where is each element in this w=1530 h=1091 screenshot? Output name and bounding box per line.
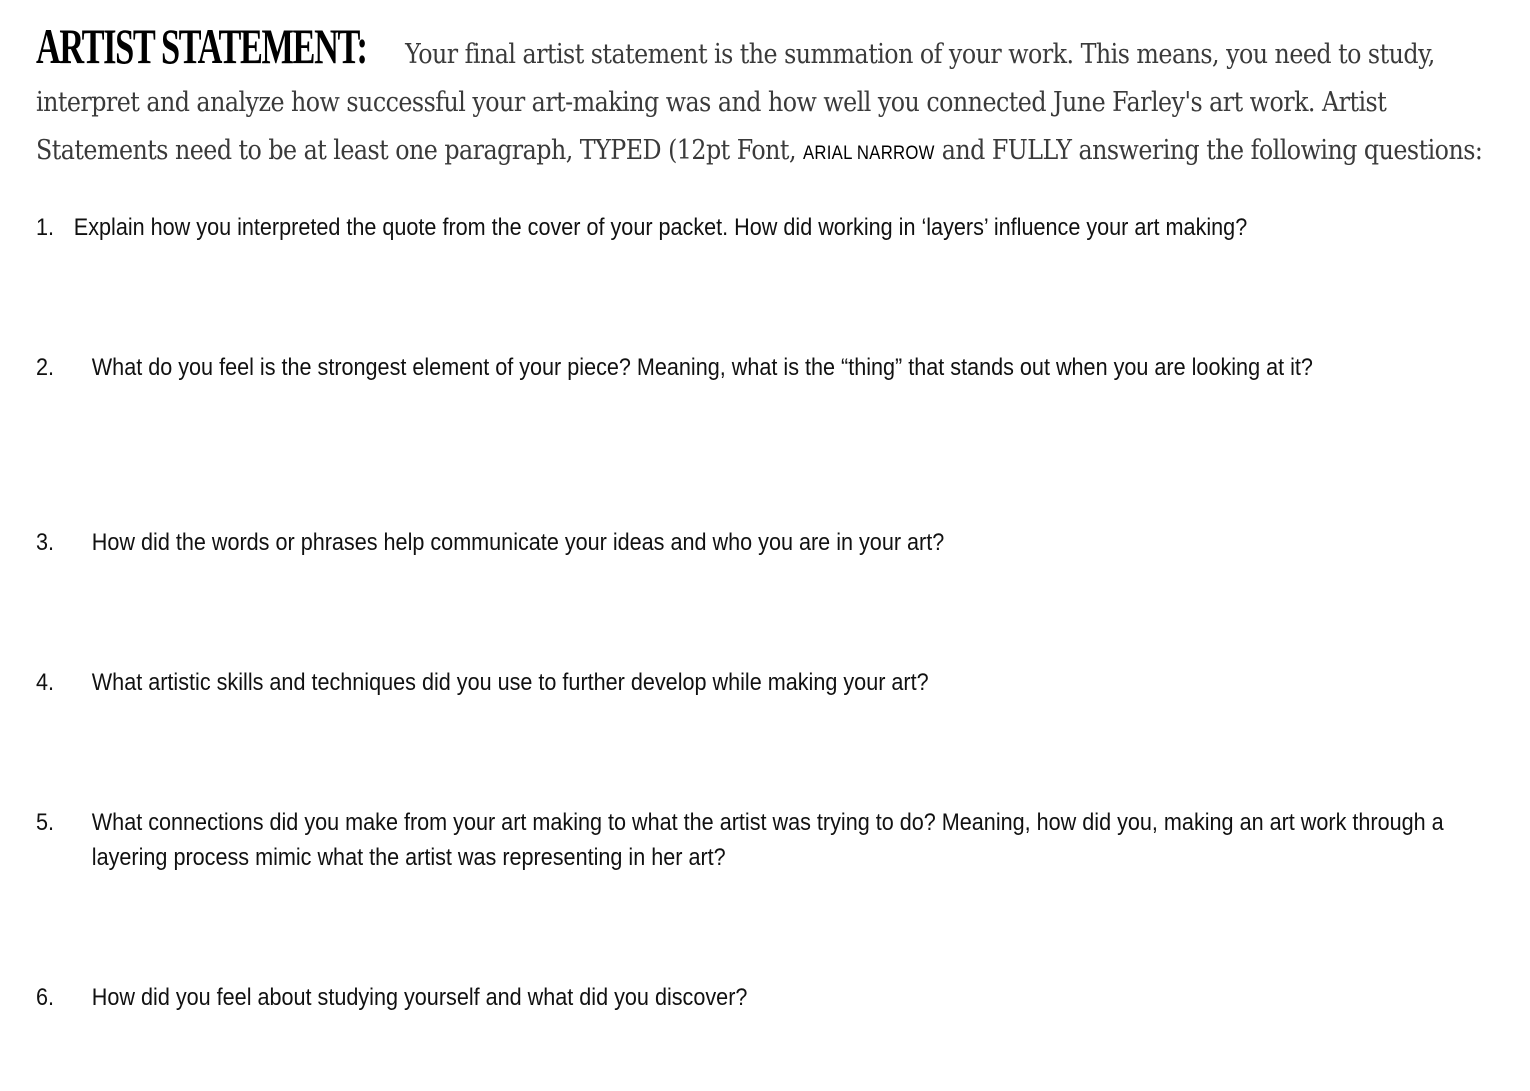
question-number: 3. (36, 529, 55, 556)
question-number: 1. (36, 214, 55, 241)
intro-text-before: Your final artist statement is the summation of your work. This means, you need to study, interpret and analyze how successful your art-making was and how well you connected June Farley's art work. Artist Statements need to be at least one paragraph, TYPED (12pt Font, (36, 39, 1435, 166)
question-number: 2. (36, 354, 55, 381)
intro-paragraph (36, 18, 1506, 178)
question-number: 5. (36, 809, 55, 836)
question-text: What do you feel is the strongest element of your piece? Meaning, what is the “thing” that stands out when you are looking at it? (91, 354, 1313, 381)
intro-text-after: and FULLY answering the following questions: (941, 135, 1483, 166)
question-number: 6. (36, 984, 55, 1011)
question-text: How did the words or phrases help communicate your ideas and who you are in your art? (91, 529, 945, 556)
intro-font-name: ARIAL NARROW (803, 143, 935, 164)
question-text: How did you feel about studying yourself and what did you discover? (91, 984, 748, 1011)
document-title: ARTIST STATEMENT: (36, 18, 367, 74)
question-text: What artistic skills and techniques did you use to further develop while making your art? (91, 669, 929, 696)
question-text: Explain how you interpreted the quote from the cover of your packet. How did working in ‘layers’ influence your art making? (73, 214, 1248, 241)
question-number: 4. (36, 669, 55, 696)
question-text: What connections did you make from your art making to what the artist was trying to do? Meaning, how did you, making an art work through a layering process mimic what the artist was representing in her art? (91, 809, 1444, 871)
